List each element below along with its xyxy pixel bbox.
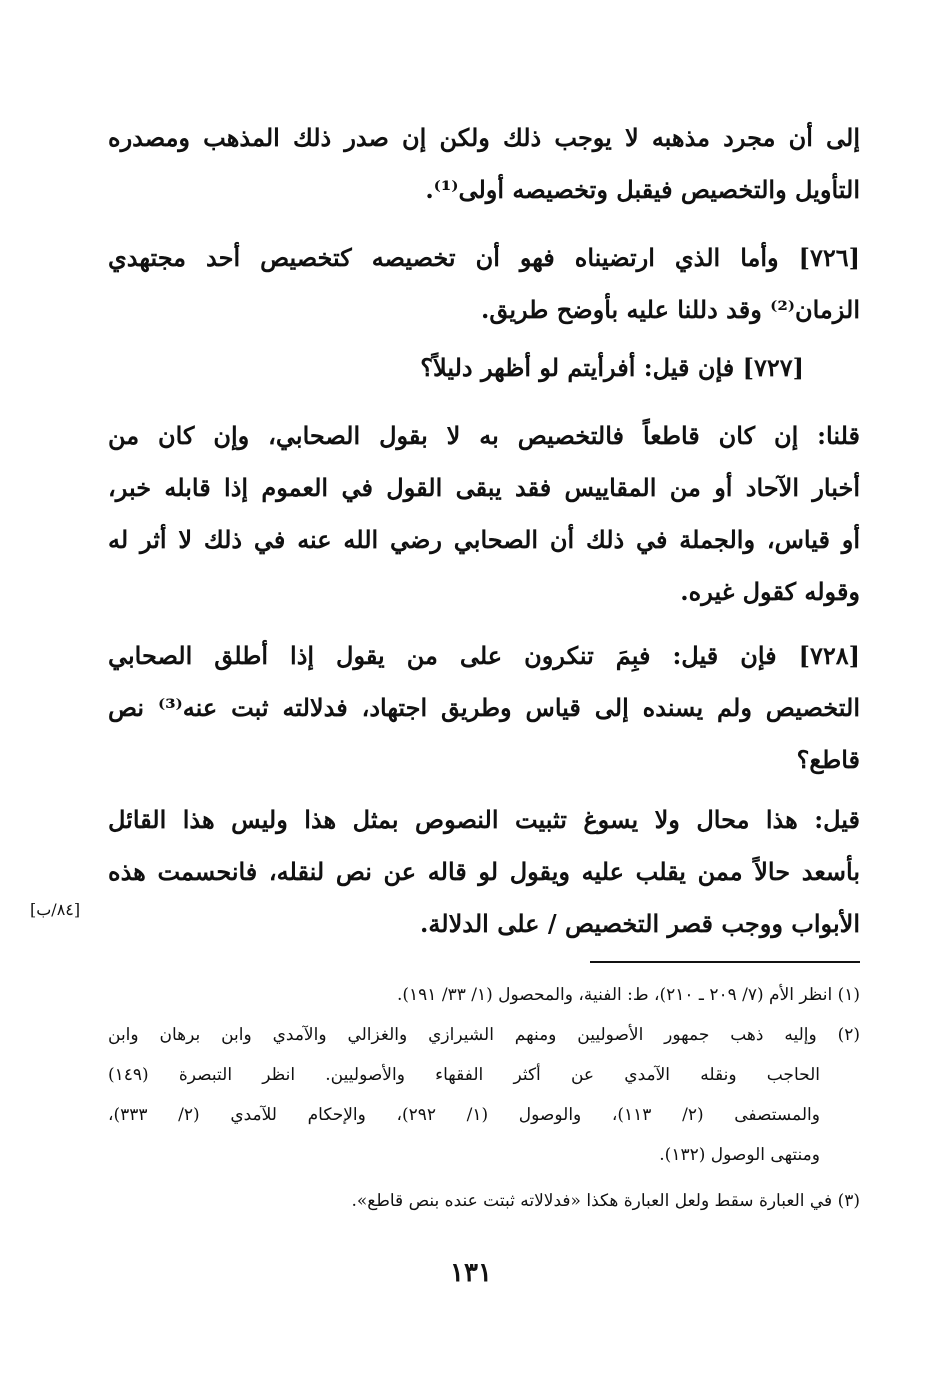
- answer-line: أو قياس، والجملة في ذلك أن الصحابي رضي الله عنه في ذلك لا أثر له: [108, 525, 860, 554]
- body-line: إلى أن مجرد مذهبه لا يوجب ذلك ولكن إن صدر ذلك المذهب ومصدره: [108, 123, 860, 152]
- paragraph-726-line: الزمان⁽²⁾ وقد دللنا عليه بأوضح طريق.: [481, 295, 860, 324]
- paragraph-726-line: [٧٢٦] وأما الذي ارتضيناه فهو أن تخصيصه كتخصيص أحد مجتهدي: [108, 243, 860, 272]
- paragraph-727-line: [108, 342, 860, 394]
- paragraph-728-line: التخصيص ولم يسنده إلى قياس وطريق اجتهاد، فدلالته ثبت عنه⁽³⁾ نص: [108, 693, 860, 722]
- reply-line: الأبواب ووجب قصر التخصيص / على الدلالة.: [420, 909, 860, 938]
- answer-line: أخبار الآحاد أو من المقاييس فقد يبقى القول في العموم إذا قابله خبر،: [108, 473, 860, 502]
- footnote-line: الحاجب ونقله الآمدي عن أكثر الفقهاء والأصوليين. انظر التبصرة (١٤٩): [108, 1065, 820, 1085]
- paragraph-727-text: [٧٢٧] فإن قيل: أفرأيتم لو أظهر دليلاً؟: [420, 353, 804, 382]
- footnote-line: (٣) في العبارة سقط ولعل العبارة هكذا «فدلالاته ثبتت عنده بنص قاطع».: [351, 1191, 860, 1211]
- footnote-line: والمستصفى (٢/ ١١٣)، والوصول (١/ ٢٩٢)، والإحكام للآمدي (٢/ ٣٣٣)،: [108, 1105, 820, 1125]
- paragraph-728-line: [٧٢٨] فإن قيل: فبِمَ تنكرون على من يقول إذا أطلق الصحابي: [108, 641, 860, 670]
- answer-line: وقوله كقول غيره.: [680, 577, 860, 606]
- answer-line: قلنا: إن كان قاطعاً فالتخصيص به لا بقول الصحابي، وإن كان من: [108, 421, 860, 450]
- footnote-line: (٢) وإليه ذهب جمهور الأصوليين ومنهم الشيرازي والغزالي والآمدي وابن برهان وابن: [108, 1025, 860, 1045]
- paragraph-728-line: قاطع؟: [796, 745, 860, 774]
- reply-line: قيل: هذا محال ولا يسوغ تثبيت النصوص بمثل هذا وليس هذا القائل: [108, 805, 860, 834]
- footnote-divider: [590, 961, 860, 963]
- page-number: ١٣١: [450, 1258, 492, 1288]
- reply-line: بأسعد حالاً ممن يقلب عليه ويقول لو قاله عن نص لنقله، فانحسمت هذه: [108, 857, 860, 886]
- footnote-line: (١) انظر الأم (٧/ ٢٠٩ ـ ٢١٠)، ط: الفنية، والمحصول (١/ ٣٣/ ١٩١).: [397, 985, 860, 1005]
- folio-margin-note: [٨٤/ب]: [30, 900, 81, 919]
- footnote-line: ومنتهى الوصول (١٣٢).: [659, 1145, 820, 1165]
- body-line: التأويل والتخصيص فيقبل وتخصيصه أولى⁽¹⁾.: [425, 175, 860, 204]
